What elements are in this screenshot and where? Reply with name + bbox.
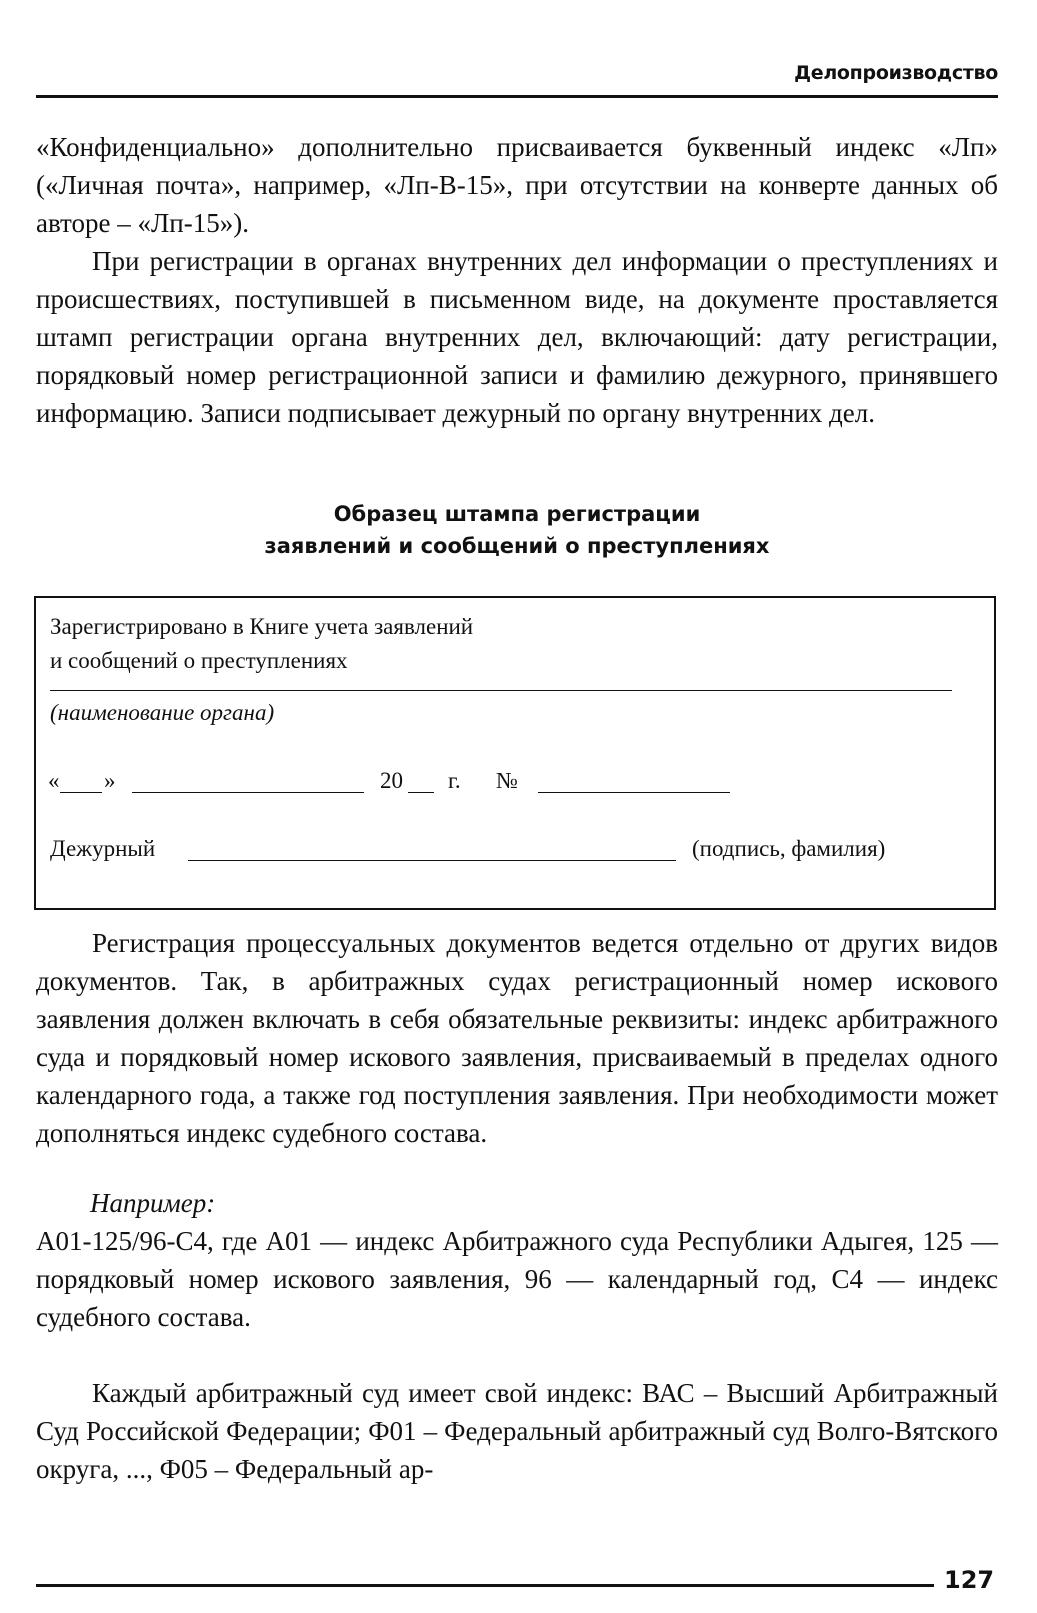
month-blank xyxy=(132,792,364,793)
year-blank xyxy=(408,792,434,793)
paragraph-court-index: Каждый арбитражный суд имеет свой индекс: ВАС – Высший Арбитражный Суд Российской Федерации; Ф01 – Федеральный арбитражный суд Волго-Вятского округа, ..., Ф05 – Федеральный ар- xyxy=(36,1378,998,1484)
header-rule xyxy=(36,95,998,98)
running-title: Делопроизводство xyxy=(794,62,998,84)
day-close-quote: » xyxy=(104,768,116,793)
signature-blank xyxy=(188,860,676,861)
stamp-line-2: и сообщений о преступлениях xyxy=(50,648,348,673)
duty-officer-label: Дежурный xyxy=(50,836,156,861)
paragraph-confidential: «Конфиденциально» дополнительно присваивается буквенный индекс «Лп» («Личная почта», например, «Лп-В-15», при отсутствии на конверте данных об авторе – «Лп-15»). xyxy=(36,132,998,238)
paragraph-internal-affairs: При регистрации в органах внутренних дел информации о преступлениях и происшествиях, поступившей в письменном виде, на документе проставляется штамп регистрации органа внутренних дел, включающий: дату регистрации, порядковый номер регистрационной записи и фамилию дежурного, принявшего информацию. Записи подписывает дежурный по органу внутренних дел. xyxy=(36,246,998,428)
registration-stamp xyxy=(34,596,996,910)
organ-name-hint: (наименование органа) xyxy=(50,700,275,725)
example-text: А01-125/96-С4, где А01 — индекс Арбитражного суда Республики Адыгея, 125 — порядковый номер искового заявления, 96 — календарный год, С4 — индекс судебного состава. xyxy=(36,1226,998,1332)
day-open-quote: « xyxy=(48,768,60,793)
signature-hint: (подпись, фамилия) xyxy=(692,836,886,861)
number-blank xyxy=(538,792,730,793)
organ-name-line xyxy=(50,690,952,691)
year-suffix: г. xyxy=(448,768,461,793)
number-sign: № xyxy=(496,768,518,793)
paragraph-procedural: Регистрация процессуальных документов ведется отдельно от других видов документов. Так, в арбитражных судах регистрационный номер искового заявления должен включать в себя обязательные реквизиты: индекс арбитражного суда и порядковый номер искового заявления, присваиваемый в пределах одного календарного года, а также год поступления заявления. При необходимости может дополняться индекс судебного состава. xyxy=(36,928,998,1148)
year-prefix: 20 xyxy=(380,768,403,793)
day-blank xyxy=(60,792,102,793)
footer-rule xyxy=(36,1584,934,1587)
page-number: 127 xyxy=(944,1566,995,1594)
stamp-line-1: Зарегистрировано в Книге учета заявлений xyxy=(50,614,474,639)
stamp-caption-line-2: заявлений и сообщений о преступлениях xyxy=(264,534,770,558)
example-label: Например: xyxy=(90,1188,216,1218)
stamp-caption-line-1: Образец штампа регистрации xyxy=(333,502,701,526)
